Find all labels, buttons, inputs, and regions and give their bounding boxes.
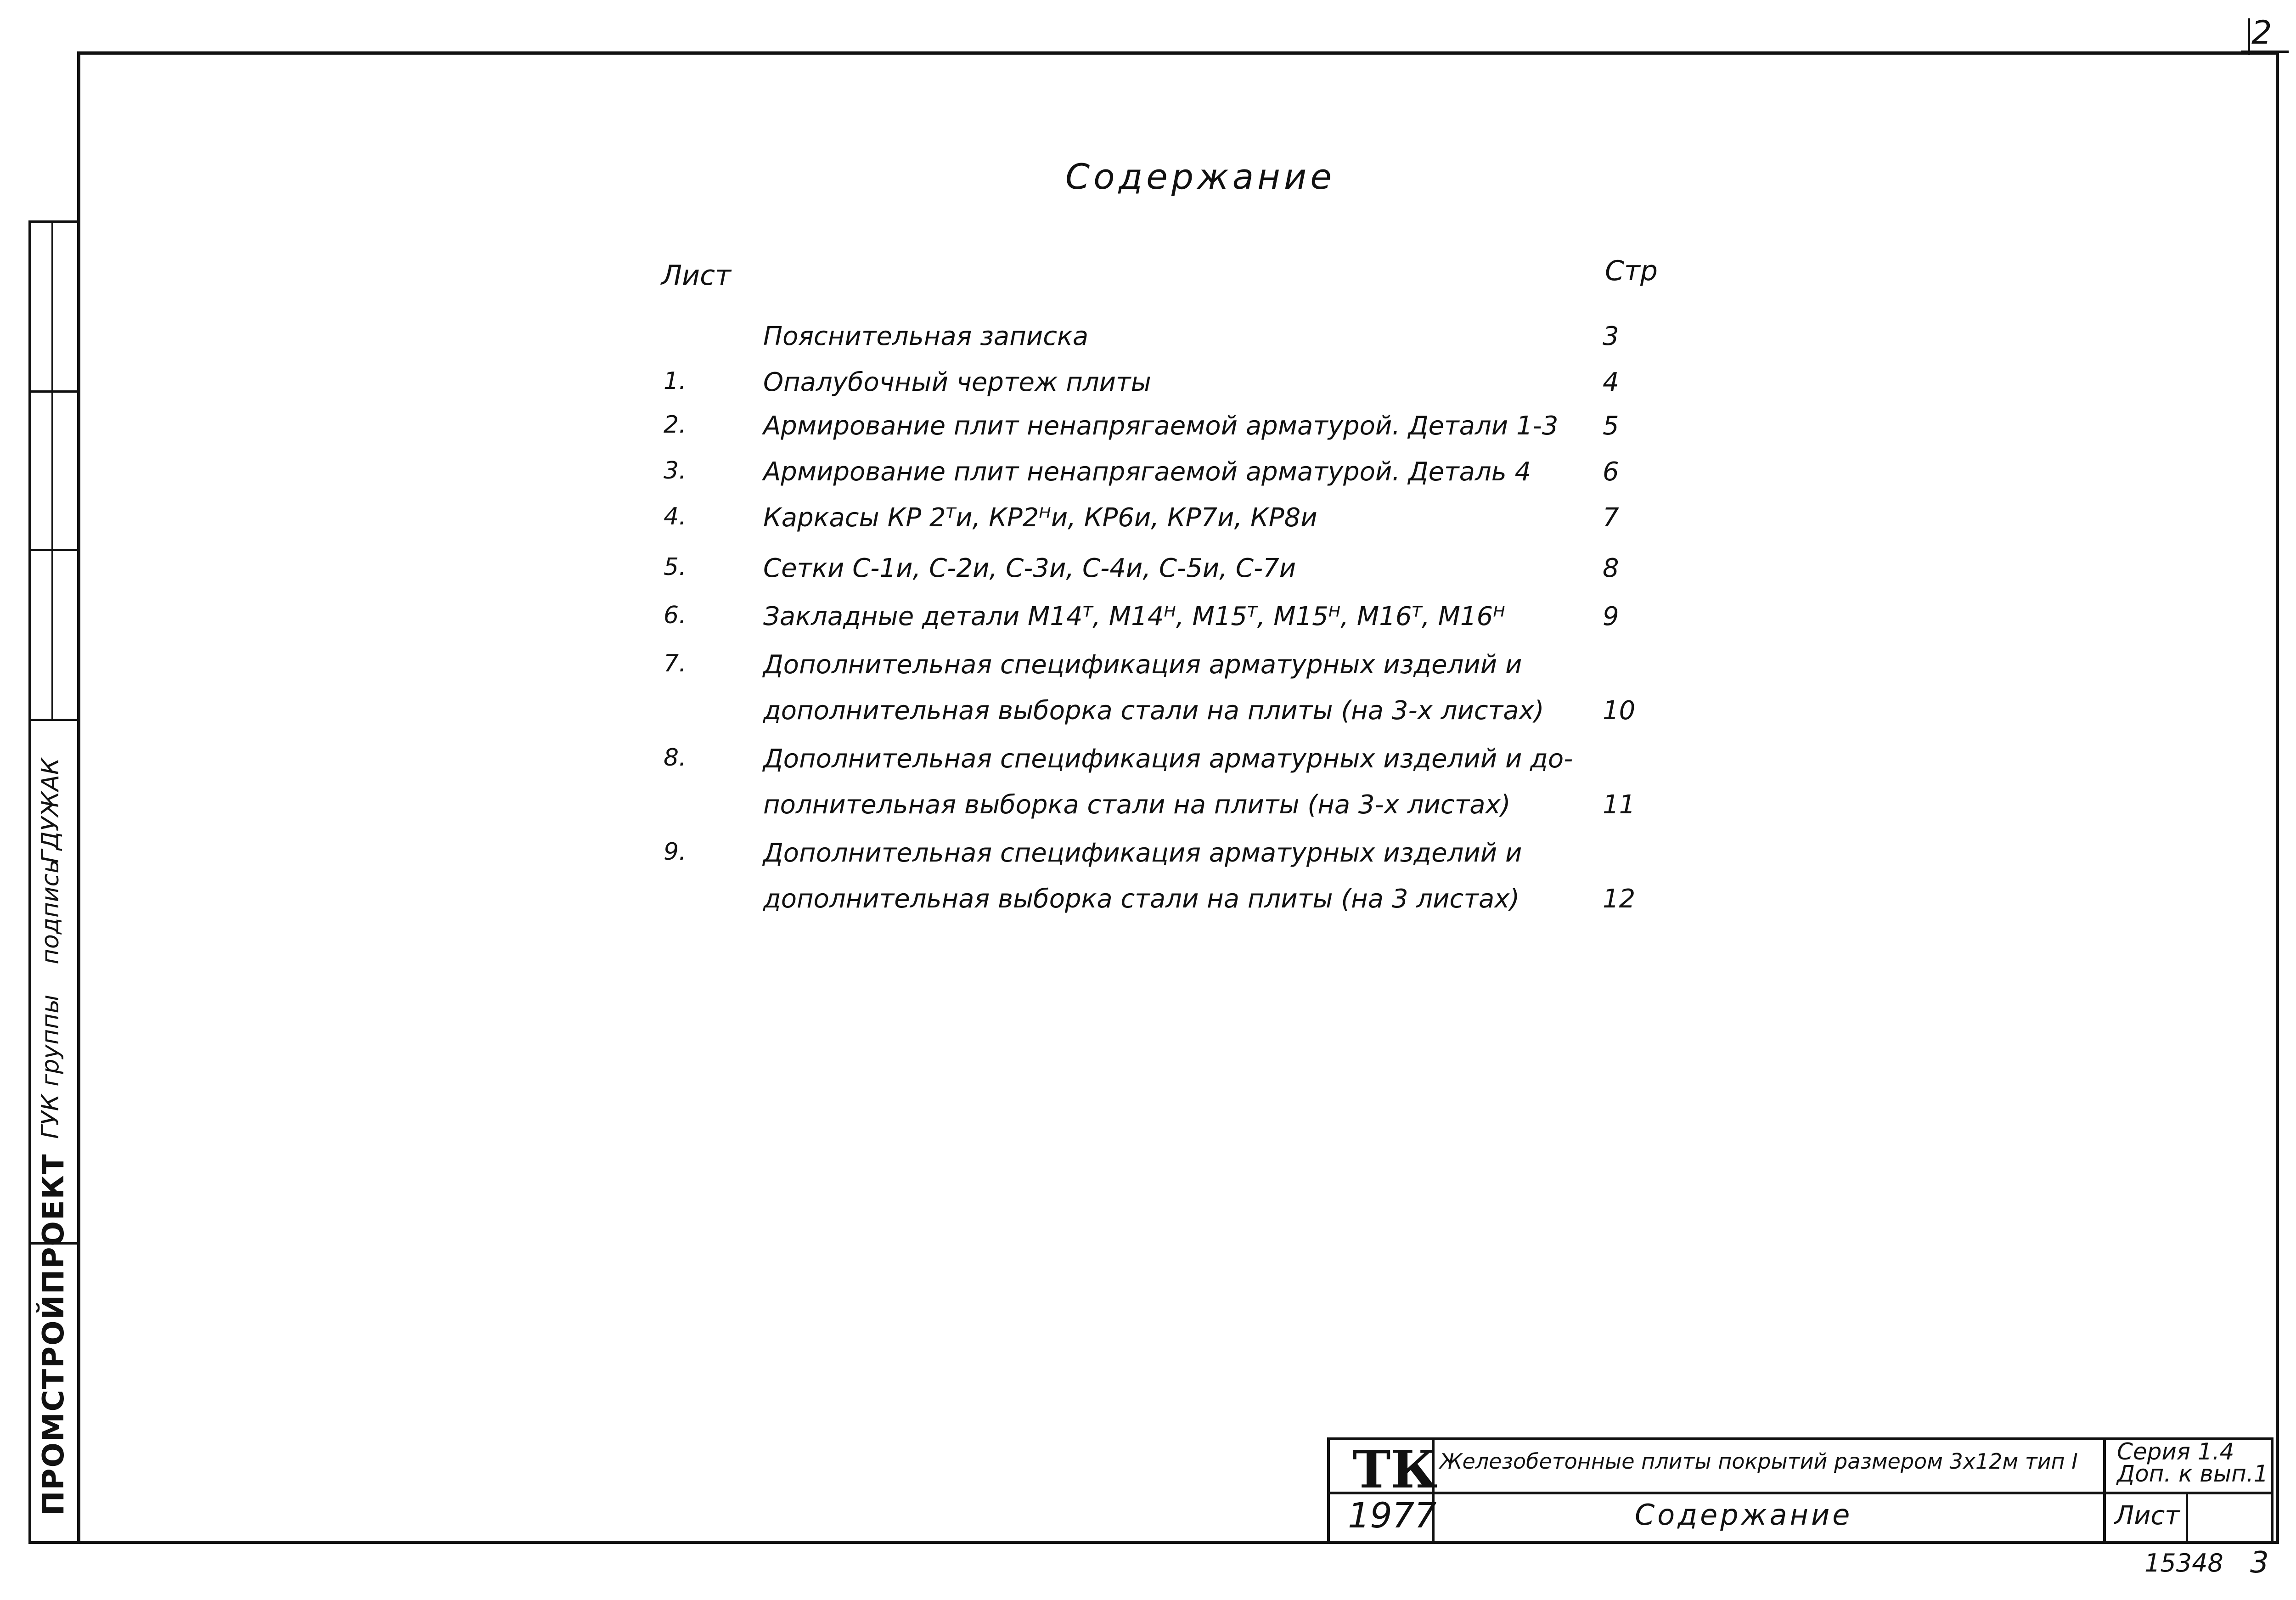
row-text: Пояснительная записка xyxy=(763,321,1089,351)
row-text: Армирование плит ненапрягаемой арматурой. Детали 1-3 xyxy=(763,411,1559,441)
row-number: 2. xyxy=(664,411,687,439)
row-page: 5 xyxy=(1603,411,1619,441)
row-page: 7 xyxy=(1603,503,1619,533)
row-text: дополнительная выборка стали на плиты (на 3 листах) xyxy=(763,884,1520,914)
row-text: полнительная выборка стали на плиты (на 3-х листах) xyxy=(763,790,1511,820)
row-text: Сетки С-1и, С-2и, С-3и, С-4и, С-5и, С-7и xyxy=(763,553,1296,583)
strip-center-line xyxy=(51,220,53,721)
strip-label-name: ГДУЖАК xyxy=(37,758,64,863)
corner-divider xyxy=(2248,18,2250,55)
title-block-line xyxy=(2271,1437,2273,1544)
row-page: 12 xyxy=(1603,884,1636,914)
title-block-line xyxy=(1327,1492,2273,1494)
title-block-line xyxy=(2103,1437,2106,1544)
row-text: Армирование плит ненапрягаемой арматурой. Деталь 4 xyxy=(763,457,1531,487)
row-number: 5. xyxy=(664,553,687,581)
row-number: 7. xyxy=(664,650,687,677)
row-text: Закладные детали М14ᵀ, М14ᴴ, М15ᵀ, М15ᴴ, М16ᵀ, М16ᴴ xyxy=(763,602,1505,631)
archive-number: 15348 xyxy=(2144,1549,2223,1577)
row-number: 1. xyxy=(664,367,687,395)
row-page: 11 xyxy=(1603,790,1636,820)
corner-number: 2 xyxy=(2251,14,2272,51)
row-number: 9. xyxy=(664,838,687,866)
row-number: 8. xyxy=(664,744,687,772)
document-year: 1977 xyxy=(1348,1495,1437,1536)
row-text: дополнительная выборка стали на плиты (на 3-х листах) xyxy=(763,696,1544,726)
row-page: 4 xyxy=(1603,367,1619,397)
issue-label: Доп. к вып.1 xyxy=(2117,1460,2268,1487)
title-block-line xyxy=(2186,1492,2188,1544)
strip-label-group: ГУК группы xyxy=(37,994,64,1139)
row-text: Опалубочный чертеж плиты xyxy=(763,367,1151,397)
row-number: 6. xyxy=(664,602,687,629)
project-name: Железобетонные плиты покрытий размером 3x12м тип I xyxy=(1440,1449,2078,1474)
row-number: 4. xyxy=(664,503,687,530)
row-page: 9 xyxy=(1603,602,1619,631)
row-page: 6 xyxy=(1603,457,1619,487)
sheet-title: Содержание xyxy=(1635,1498,1853,1532)
row-page: 8 xyxy=(1603,553,1619,583)
page-number: 3 xyxy=(2250,1546,2269,1580)
document-code: ТК xyxy=(1352,1440,1438,1500)
series-label: Серия 1.4 xyxy=(2117,1438,2234,1465)
row-number: 3. xyxy=(664,457,687,485)
page-title: Содержание xyxy=(1065,156,1335,197)
column-header-page: Стр xyxy=(1605,255,1658,287)
strip-label-signature: подпись xyxy=(37,859,64,964)
row-text: Дополнительная спецификация арматурных изделий и до- xyxy=(763,744,1573,774)
row-page: 3 xyxy=(1603,321,1619,351)
column-header-sheet: Лист xyxy=(661,259,732,292)
organization-name: ПРОМСТРОЙПРОЕКТ xyxy=(37,1153,71,1515)
row-page: 10 xyxy=(1603,696,1636,726)
row-text: Дополнительная спецификация арматурных изделий и xyxy=(763,838,1522,868)
row-text: Каркасы КР 2ᵀи, КР2ᴴи, КР6и, КР7и, КР8и xyxy=(763,503,1317,533)
sheet-label: Лист xyxy=(2115,1501,2180,1531)
row-text: Дополнительная спецификация арматурных изделий и xyxy=(763,650,1522,680)
